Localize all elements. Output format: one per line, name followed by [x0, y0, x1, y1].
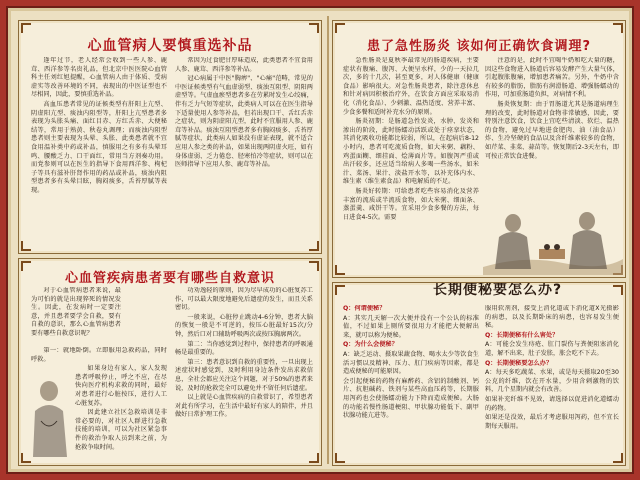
answer: 如果补充纤维不见效，请选择以促进消化道蠕动的药物。: [485, 395, 619, 412]
supplements-title: 心血管病人要慎重选补品: [87, 38, 253, 54]
paragraph: 肠炎好转期：可给患者吃些容易消化及营养丰富的流质或半流质食物，如大米粥、细面条、蒸蛋羹、咸饼干等。宜采用少食多餐的方法，每日进食4-5次。需要: [343, 187, 479, 221]
enteritis-col-left: [343, 57, 479, 273]
supplements-col-right: [175, 57, 313, 249]
constipation-col-right: [485, 305, 619, 461]
self-rescue-col-left: [31, 287, 121, 345]
question: Q：何谓便秘？: [343, 305, 386, 312]
question: Q：为什么会便秘？: [343, 341, 398, 349]
paragraph: 因此建立社区急救培训是非常必要的，对社区人群进行急救技能的培训，可以为社区紧急事件的救治争取人员到来之前，为抢救争取时间。: [75, 409, 167, 451]
paragraph: 以上就是心血管疾病的自救常识了，希望患者对此有所学习，在生活中最好有家人的陪伴，并且做好日常护理工作。: [175, 394, 313, 419]
question: Q：长期便秘有什么害处？: [485, 331, 559, 339]
elder-ink-illustration: [27, 371, 75, 461]
answer: A：其实几天解一次大便并没有一个公认的标准值，不过如果上厕所要很用力才能把大便解出来，就可以称为便秘。: [343, 314, 479, 339]
constipation-col-left: [343, 305, 479, 461]
paragraph: 如果身边有家人，家人发现患者呼吸停止，呼之不应，在尽快向医疗机构求救的同时，最好对患者进行心脏按压，进行人工心脏复苏。: [75, 365, 167, 407]
answer: 如果还是没效，最后才考虑服用泻药，但不宜长期每天服用。: [485, 414, 619, 430]
enteritis-col-right: [485, 57, 619, 197]
panel-self-rescue: [18, 258, 322, 466]
supplements-col-left: [31, 57, 167, 249]
paragraph: 肠炎初期：是肠道急性发炎，水肿、发炎和渗出的阶段，此时肠蠕动活跃或处于痉挛状态，其消化吸收功能都比较弱，所以，在起病后8-12小时内，患者可吃流质食物，如大米粥、藕粉、鸡蛋面糊、细挂面、烩薄面片等。如腹泻严重或出汗较多，还应适当给病人多喝一些汤水，如米汁、菜汤、果汁、淡盐开水等，以补充体内水、维生素（维生素食品）和电解质的不足。: [343, 118, 479, 186]
paragraph: 对于心血管病患者来说，最为可怕的就是出现猝死的情况发生。因此，在发病时一定要注意，并且患者要学会自救，要有自救的意识，那么心血管病患者要有哪些自救意识呢？: [31, 287, 121, 337]
answer: A：可能会发生痔疮、肛门裂伤与粪便阻塞消化道，解不出来，肚子发胀，胀会吃不下去。: [485, 341, 619, 357]
answer: A：每天多吃蔬菜、水果，或是每天摄取20至30公克的纤维，饮在开水量，少用含刺激物的饮料，几个星期内就会有改善。: [485, 369, 619, 394]
answer: A：缺乏运动、摄取果蔬食物、喝水太少等饮食生活习惯以及精神、压力、肛门疾病等因素，都是造成便秘的可能原因。: [343, 350, 479, 376]
self-rescue-col-right: [175, 287, 313, 459]
center-fold: [327, 16, 329, 464]
paragraph: 常因为过食肥甘厚味造成，此类患者不宜食用人参、鹿茸、西洋参等补品。: [175, 57, 313, 73]
paragraph: 一般来说，心脏停止跳动4-6分钟，患者大脑的恢复一般是不可逆的，按压心脏最好15次/分钟，然后口对口辅助呼吸两次或按压胸廓两次。: [175, 313, 313, 338]
paragraph: 急性肠炎是夏秋季最常见的肠道疾病，主要症状有腹痛、腹泻、大便呈水样，少的一天拉几次，多的十几次，甚至更多，对人体健康（健康食品）影响很大。对急性肠炎患者，除注意休息和针对病因积极治疗外，在饮食方面应采取易消化（消化食品）、少刺激、温热适度、营养丰富、少食多餐和适时补充水分的原则。: [343, 57, 479, 116]
answer: 服用软剂剂，接受上消化道或下消化道X光摄影的病患，以及长期卧床的病患，也容易发生便秘。: [485, 305, 619, 330]
paragraph: 冠心病属于中医"胸痹"、"心痛"范畴，常见的中医证候类型有气血虚弱型、痰浊互阻型、阴阳两虚型等。气虚血瘀型患者多在劳累时发生心绞痛，伴有乏力气短等症状，此类病人可以在在医生指导下适量使用人参等补品，但若出现口干、舌红舌赤之症状，则为阴虚阳亢型，此时不宜服用人参、鹿茸等补品。痰浊互阻型患者多有胸闷痰多、舌苔厚腻等症状，此类病人如果没有虚证表现，就不适合应用人参之类的补品，如果出现两阴虚火旺，如有身体虚弱、乏力倦怠、胫寒怕冷等症状，则可以在医师指导下应用人参、鹿茸等补品。: [175, 75, 313, 169]
scholars-tea-illustration: [483, 197, 623, 275]
paragraph: 功劝逸轻的原则，因为尽早成功的心脏复苏工作，可以最大限度地避免后遗症的发生，而且关系密切。: [175, 287, 313, 312]
panel-constipation: [332, 282, 626, 466]
paragraph: 肠炎恢复期：由于胃肠道尤其是肠道病理生理的改变，此时肠道对食物非常敏感，因此，要特别注意饮食，饮食上宜吃些清淡、软烂、温热的食物，避免过早地进食肥肉、油（油食品）炸、生冷坚硬的食品以及含纤维素较多的食物，如芹菜、韭菜、蒜苗等。恢复期后2-3天左右，即可按正常饮食进餐。: [485, 100, 619, 160]
panel-supplements: [18, 20, 322, 254]
paragraph: 第一：就地卧倒。立即服用急救药品，同时呼救。: [31, 347, 167, 363]
paragraph: 高血压患者常见的证候类型有肝阳上亢型、阴虚阳亢型、痰浊内阻型等，肝阳上亢型患者多表现为头胀头痛、面红目赤、方红舌赤、大便秘结等，常用于熟黄、秋卷丸调理；而痰浊内阻型患者则主要表现为头晕、头胀、此类患者就不宜食用温补类中药或补品，慎服用之有多有头晕耳鸣、腰酸乏力、口干面红，常用当方剂奏功用。而党参则可以在医生的指导下食用西洋参、枸杞子等具有滋补肝肾作用的药品或补品，痰浊内阻型患者多有头晕目眩，胸闷痰多，舌苔厚腻等表现。: [31, 100, 167, 194]
answer: 会引起便秘的药物有麻醉药、含铝的制酸剂、钙片、抗胆碱药、铁剂与某些高血压药等，长期服用泻药也会使肠蠕动能力下降而造成便秘。大肠的功能若慢性肠道梗阻、甲状腺功能低下、副甲状腺功能亢进等。: [343, 377, 479, 420]
paragraph: 第三：患者意识到自救的重要性，一旦出现上述症状时感觉到，及时利用身边条件发出求救信息，全社会都应关注这个问题，对于50%的患者来说，及时的抢救完全可以避免并不留任何后遗症。: [175, 358, 313, 392]
enteritis-title: 患了急性肠炎 该如何正确饮食调理?: [366, 39, 592, 54]
paragraph: 第二：当你感觉到过程中，保持患者的呼吸通畅是最重要的。: [175, 340, 313, 357]
constipation-title: 长期便秘要怎么办?: [433, 282, 563, 298]
question: Q：长期便秘要怎么办？: [485, 359, 553, 367]
paragraph: 注意的是，此时不宜喝牛奶和吃大量的糖，因这些食物进入肠道后容易发酵产生大量气体，引起腹胀腹痛，增加患者痛苦。另外，牛奶中含有较多的脂肪，脂肪有润滑肠道、增强肠蠕动的作用，可加重肠道负担，对病情不利。: [485, 57, 619, 99]
paragraph: 逢年过节，老人经常会收到一些人参、鹿茸、西洋参等名贵礼品，但北京中医医院心血管科主任刘红旭提醒，心血管病人由于体质、受病虚实等改善环境的不同，表现出的中医证型也不尽相同，因此，要慎重选补品。: [31, 57, 167, 99]
panel-enteritis-diet: [332, 20, 626, 278]
self-rescue-title: 心血管疾病患者要有哪些自救意识: [64, 271, 275, 286]
poster-board: [6, 6, 634, 474]
